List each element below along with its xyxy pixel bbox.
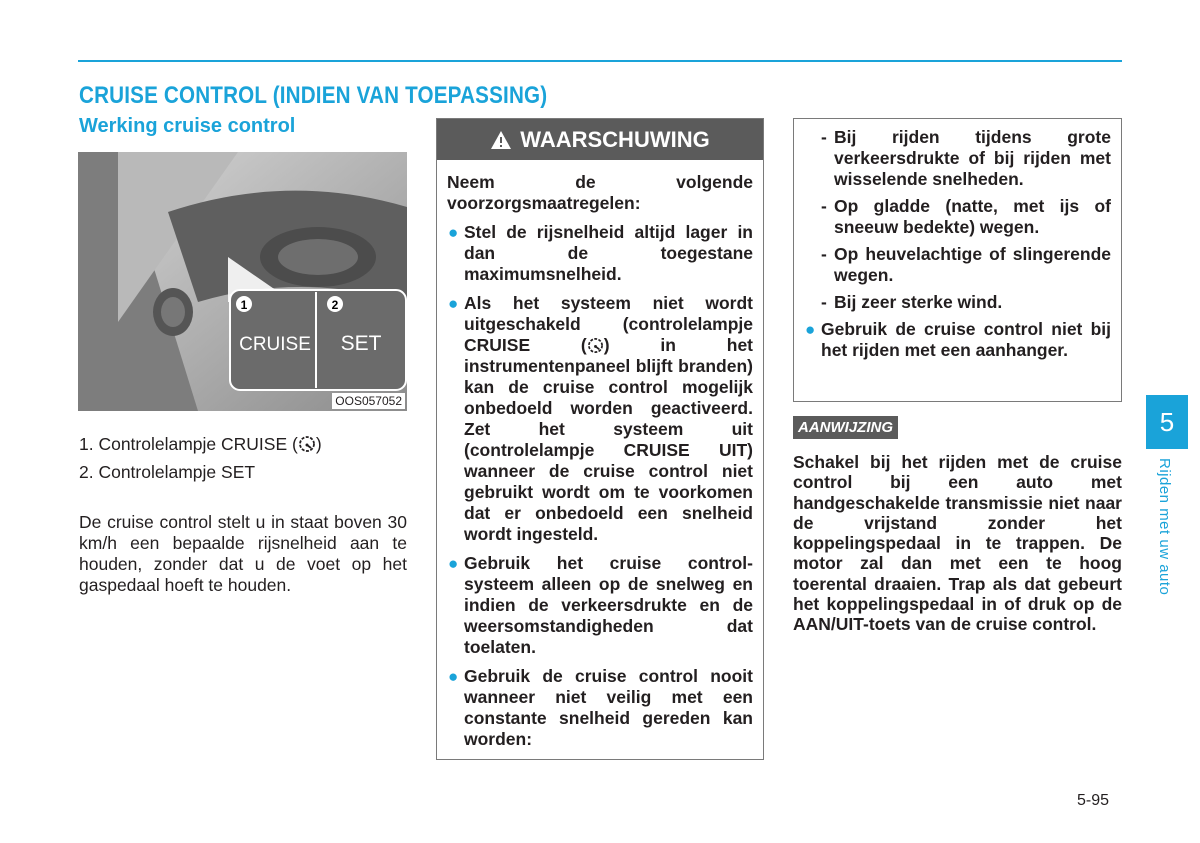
chapter-tab: 5 <box>1146 395 1188 449</box>
condition-item <box>804 196 1111 238</box>
cruise-speedometer-icon <box>587 337 604 354</box>
note-text: Schakel bij het rijden met de cruise control bij een auto met handgeschakelde transmissie niet naar de vrijstand zonder het koppelingspedaal in te trappen. De motor zal dan met een te hoog toerental draaien. Trap als dat gebeurt het koppelingspedaal in of druk op de AAN/UIT-toets van de cruise control. <box>793 452 1122 635</box>
dash-marker: - <box>821 127 827 147</box>
warning-bullet <box>447 553 753 658</box>
warning-body <box>437 160 763 750</box>
condition-text: Op gladde (natte, met ijs of sneeuw bedekte) wegen. <box>834 196 1111 237</box>
warning-bullet-text: Als het systeem niet wordt uitgeschakeld (controlelampje CRUISE ( <box>464 293 753 355</box>
dashboard-illustration <box>78 152 407 411</box>
warning-bullet <box>447 293 753 545</box>
callout-1: 1 <box>240 298 248 312</box>
cruise-speedometer-icon <box>298 435 316 453</box>
warning-bullet-text: Stel de rijsnelheid altijd lager in dan de toegestane maximumsnelheid. <box>464 222 753 284</box>
callout-2: 2 <box>331 298 339 312</box>
warning-bullet <box>447 666 753 750</box>
legend-item-cruise <box>79 430 322 458</box>
trailer-bullet <box>804 319 1111 361</box>
legend-item-cruise-suffix: ) <box>315 434 322 454</box>
legend-item-set: 2. Controlelampje SET <box>79 462 256 482</box>
intro-paragraph: De cruise control stelt u in staat boven 30 km/h een bepaalde rijsnelheid aan te houden, zonder dat u de voet op het gaspedaal hoeft te houden. <box>79 512 407 595</box>
figure-code: OOS057052 <box>332 393 405 409</box>
indicator-legend <box>79 430 322 486</box>
warning-continued-box <box>793 118 1122 402</box>
warning-bullet-text-cont: ) in het instrumentenpaneel blijft branden) kan de cruise control mogelijk onbedoeld worden geactiveerd. Zet het systeem uit (controlelampje CRUISE UIT) wanneer de cruise control niet gebruikt wordt om te voorkomen dat er onbedoeld een snelheid wordt ingesteld. <box>464 335 754 544</box>
condition-item <box>804 127 1111 190</box>
warning-bullet-text: Gebruik het cruise control-systeem alleen op de snelweg en indien de verkeersdrukte en de weersomstandigheden dat toelaten. <box>464 553 753 657</box>
page-number: 5-95 <box>1077 792 1110 809</box>
set-button-label: SET <box>340 332 382 355</box>
bullet-icon: ● <box>448 667 459 686</box>
dashboard-drawing <box>78 152 407 411</box>
cruise-button-label: CRUISE <box>239 334 311 355</box>
dash-marker: - <box>821 196 827 216</box>
warning-triangle-icon <box>490 130 512 150</box>
dash-marker: - <box>821 244 827 264</box>
top-rule <box>78 60 1122 62</box>
bullet-icon: ● <box>448 554 459 573</box>
legend-item-cruise-prefix: 1. Controlelampje CRUISE ( <box>79 434 298 454</box>
warning-heading: WAARSCHUWING <box>520 126 710 152</box>
bullet-icon: ● <box>448 294 459 313</box>
page-title: CRUISE CONTROL (INDIEN VAN TOEPASSING) <box>79 82 548 109</box>
warning-header <box>437 119 763 160</box>
condition-text: Bij zeer sterke wind. <box>834 292 1003 312</box>
note-label: AANWIJZING <box>793 416 898 439</box>
warning-box <box>436 118 764 760</box>
condition-item <box>804 244 1111 286</box>
trailer-bullet-text: Gebruik de cruise control niet bij het rijden met een aanhanger. <box>821 319 1111 360</box>
condition-text: Bij rijden tijdens grote verkeersdrukte of bij rijden met wisselende snelheden. <box>834 127 1111 189</box>
condition-item <box>804 292 1111 313</box>
warning-bullet-text: Gebruik de cruise control nooit wanneer niet veilig met een constante snelheid gereden kan worden: <box>464 666 753 749</box>
chapter-title: Rijden met uw auto <box>1156 458 1173 596</box>
dash-marker: - <box>821 292 827 312</box>
warning-bullet <box>447 222 753 285</box>
bullet-icon: ● <box>448 223 459 242</box>
bullet-icon: ● <box>805 320 816 339</box>
condition-text: Op heuvelachtige of slingerende wegen. <box>834 244 1111 285</box>
warning-intro: Neem de volgende voorzorgsmaatregelen: <box>447 172 753 213</box>
section-subtitle: Werking cruise control <box>79 115 296 137</box>
